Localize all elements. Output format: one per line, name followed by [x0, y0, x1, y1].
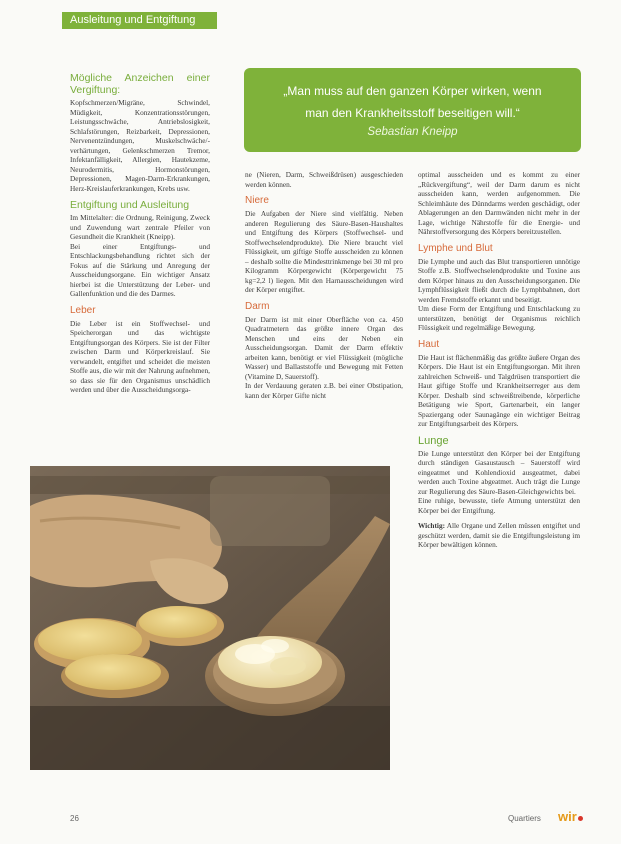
kidney-text: Die Aufgaben der Niere sind vielfältig. Neben anderen Regulierung des Säure-Basen-Haushaltes und Entgiftung des Körpers (Stoffwechsel- und Stoffwechselendprodukte). Die Niere braucht viel Flüssigkeit, um giftige Stoffe ausscheiden zu können – deshalb sollte die Mindesttrinkmenge bei 30 ml pro Kilogramm Körpergewicht (Körpergewicht 75 kg=2,2 l) liegen. Mit den Harnausscheidungen wird der Körper entgiftet.	[245, 209, 403, 294]
lymph-text-2: Um diese Form der Entgiftung und Entschlackung zu unterstützen, benötigt der Organismus reichlich Flüssigkeit und regelmäßige Bewegung.	[418, 304, 580, 332]
lymph-text: Die Lymphe und auch das Blut transportieren unnötige Stoffe z.B. Stoffwechselendprodukte und Toxine aus dem Körper hinaus zu den Ausscheidungsorganen. Die Lymphflüssigkeit fließt durch die Lymphbahnen, dort werden Fremdstoffe erkannt und beseitigt.	[418, 256, 580, 304]
symptoms-text: Kopfschmerzen/Migräne, Schwindel, Müdigkeit, Konzentrationsstörungen, Leistungsschwäche, Antriebslosigkeit, Schlafstörungen, Reizbarkeit, Depressionen, Nervenentzündungen, Muskelschwäche/-verhärtungen, Gelenkschmerzen Tremor, Infektanfälligkeit, Allergien, Hautekzeme, Neurodermitis, Hormonstörungen, Depressionen, Magen-Darm-Erkrankungen, Herz-Kreislauferkrankungen, Krebs usw.	[70, 98, 210, 193]
heading-detox: Entgiftung und Ausleitung	[70, 199, 190, 211]
column-1	[70, 72, 210, 395]
important-label: Wichtig:	[418, 521, 446, 530]
quote-box	[244, 68, 581, 152]
lung-text: Die Lunge unterstützt den Körper bei der Entgiftung durch ständigen Gasaustausch – Sauerstoff wird eingeatmet und Kohlendioxid ausgeatmet, dabei werden auch Toxine abgeatmet. Auch trägt die Lunge zur Regulierung des Säure-Basen-Gleichgewichts bei.	[418, 448, 580, 496]
column-2-continued-text: ne (Nieren, Darm, Schweißdrüsen) ausgeschieden werden können.	[245, 170, 403, 189]
column-3	[418, 170, 580, 550]
wir-logo-text: wir	[558, 809, 577, 824]
heading-symptoms: Mögliche Anzeichen einer Vergiftung:	[70, 72, 210, 96]
logo-dot-icon	[578, 816, 583, 821]
detox-text-2: Bei einer Entgiftungs- und Entschlackungsbehandlung richtet sich der Fokus auf die Stärkung und Anregung der Ausscheidungsorgane. Ein wichtiger Ansatz hierbei ist die Unterstützung der Leber- und Gallenfunktion und die des Darmes.	[70, 241, 210, 298]
heading-bowel: Darm	[245, 300, 270, 312]
liver-text: Die Leber ist ein Stoffwechsel- und Speicherorgan und das wichtigste Entgiftungsorgan des Körpers. Sie ist der Filter zwischen Darm und Körperkreislauf. Sie verwandelt, entgiftet und scheidet die meisten Stoffe aus, die wir mit der Nahrung aufnehmen, so dass sie für den Organismus unschädlich werden und über die Ausscheidungsorga-	[70, 318, 210, 394]
bowel-text-2: In der Verdauung geraten z.B. bei einer Obstipation, kann der Körper Gifte nicht	[245, 381, 403, 400]
quote-line-2: man den Krankheitsstoff beseitigen will.“	[305, 106, 520, 120]
heading-kidney: Niere	[245, 195, 269, 206]
important-text: Alle Organe und Zellen müssen entgiftet und geschützt werden, damit sie die Entgiftungsleistung im Körper bewältigen können.	[418, 521, 580, 549]
detox-text-1: Im Mittelalter: die Ordnung, Reinigung, Zweck und Zuwendung wart zentrale Pfeiler von Gesundheit die Krankheit (Kneipp).	[70, 213, 210, 241]
section-title: Ausleitung und Entgiftung	[70, 14, 196, 26]
column-2	[245, 170, 403, 400]
important-note	[418, 521, 580, 550]
footer-source: Quartiers	[508, 814, 541, 823]
ginger-photo	[30, 466, 390, 770]
page-number: 26	[70, 814, 79, 823]
bowel-text: Der Darm ist mit einer Oberfläche von ca. 450 Quadratmetern das größte innere Organ des Menschen und eins der Neben ein Ausscheidungsorgan. Damit der Darm effektiv arbeiten kann, benötigt er viel Flüssigkeit (mögliche Wasser) und Ballaststoffe und Bewegung mit Fetten (Vitamine D, Sauerstoff).	[245, 314, 403, 381]
quote-author: Sebastian Kneipp	[367, 126, 458, 138]
quote-line-1: „Man muss auf den ganzen Körper wirken, wenn	[283, 84, 542, 98]
heading-liver: Leber	[70, 304, 96, 316]
lung-text-2: Eine ruhige, bewusste, tiefe Atmung unterstützt den Körper bei der Entgiftung.	[418, 496, 580, 515]
ginger-photo-illustration	[30, 466, 390, 770]
heading-lung: Lunge	[418, 434, 449, 447]
heading-skin: Haut	[418, 338, 440, 350]
heading-lymph-blood: Lymphe und Blut	[418, 242, 493, 254]
page-footer	[0, 810, 621, 830]
wir-logo	[558, 809, 583, 824]
column-3-continued-text: optimal ausscheiden und es kommt zu einer „Rückvergiftung“, weil der Darm darum es nicht ausscheiden kann, werden aufgenommen. Die Schleimhäute des Dünndarms werden geschädigt, oder Ablagerungen an den Darmwänden nicht mehr in der Lage, wichtige Nährstoffe für die Energie- und Nährstoffversorgung des Körpers bereitzustellen.	[418, 170, 580, 236]
skin-text: Die Haut ist flächenmäßig das größte äußere Organ des Körpers. Die Haut ist ein Entgiftungsorgan. Mit ihren zahlreichen Schweiß- und Talgdrüsen transportiert die Haut giftige Stoffe und Krankheitserreger aus dem Körper. Deshalb sind schweißtreibende, körperliche Betätigung wie Sport, Gartenarbeit, ein langer Spaziergang oder Saunagänge ein wichtiger Beitrag zur Entgiftungsarbeit des Körpers.	[418, 352, 580, 428]
section-header-bar	[62, 12, 217, 29]
